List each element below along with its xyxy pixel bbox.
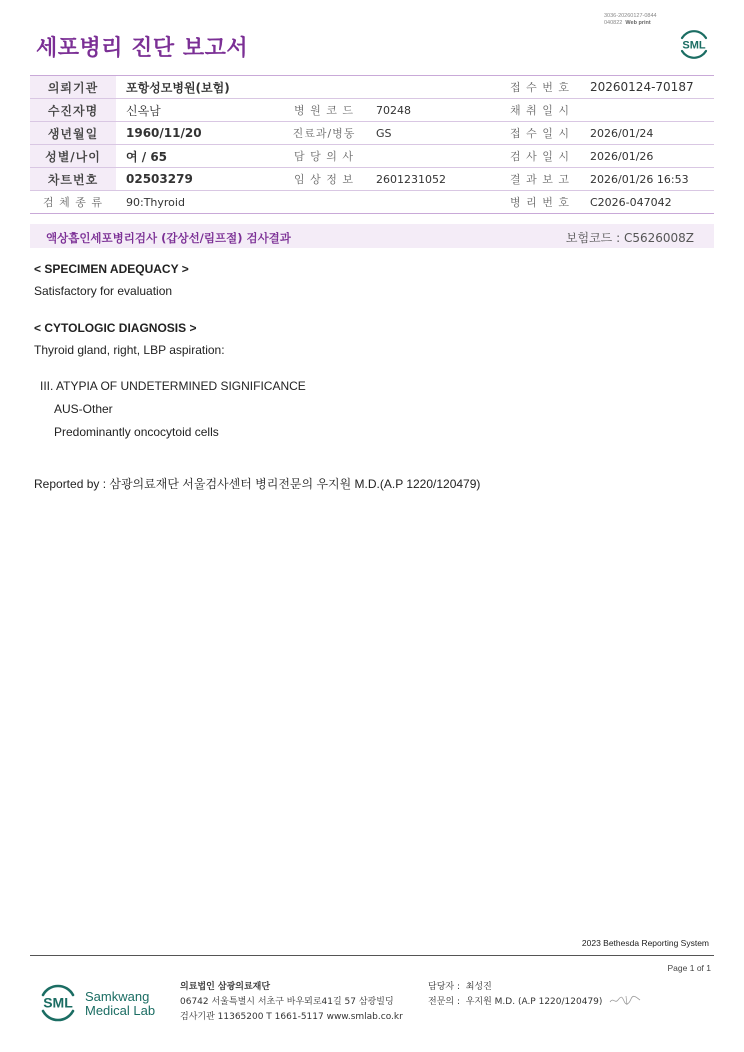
brand-line2: Medical Lab [85,1003,156,1018]
value-pathology-number: C2026-047042 [580,191,714,214]
value-test-datetime: 2026/01/26 [580,145,714,168]
value-birth-date: 1960/11/20 [116,122,282,145]
label-pathology-number: 병 리 번 호 [500,191,580,214]
label-requesting-institution: 의뢰기관 [30,76,116,99]
footer-divider [30,955,714,956]
sml-footer-logo-text: SML [43,994,73,1011]
label-result-report: 결 과 보 고 [500,168,580,191]
info-row [30,99,714,122]
value-empty [366,191,500,214]
diagnosis-category: III. ATYPIA OF UNDETERMINED SIGNIFICANCE [40,379,306,393]
diagnosis-subcategory: AUS-Other [54,402,113,416]
label-empty [282,191,366,214]
web-print-label: Web print [625,20,651,26]
sml-footer-logo-icon [36,980,80,1024]
label-collection-datetime: 채 취 일 시 [500,99,580,122]
test-name: 액상흡인세포병리검사 (갑상선/림프절) 검사결과 [46,231,291,245]
diagnosis-site: Thyroid gland, right, LBP aspiration: [34,343,225,357]
sml-logo-text: SML [682,39,706,52]
reporting-system: 2023 Bethesda Reporting System [581,938,709,948]
document-id-line1: 3036-20260127-0844 [604,13,657,19]
brand-name [85,990,155,1018]
test-header-bar [30,224,714,248]
label-patient-name: 수진자명 [30,99,116,122]
specimen-adequacy-text: Satisfactory for evaluation [34,284,173,298]
organization-address: 06742 서울특별시 서초구 바우뫼로41길 57 삼광빌딩 [180,997,394,1007]
info-row [30,168,714,191]
label-received-datetime: 접 수 일 시 [500,122,580,145]
value-specimen-type: 90:Thyroid [116,191,282,214]
value-result-report: 2026/01/26 16:53 [580,168,714,191]
info-row [30,122,714,145]
value-requesting-institution: 포항성모병원(보험) [116,76,282,99]
staff-name: 최성진 [465,982,492,992]
value-chart-number: 02503279 [116,168,282,191]
insurance-code: 보험코드 : C5626008Z [565,231,694,245]
reported-by: Reported by : 삼광의료재단 서울검사센터 병리전문의 우지원 M.D.(A.P 1220/120479) [34,477,481,491]
document-id [604,13,657,27]
value-sex-age: 여 / 65 [116,145,282,168]
label-attending-physician: 담 당 의 사 [282,145,366,168]
doctor-name: 우지원 M.D. (A.P 1220/120479) [465,997,603,1007]
organization-name: 의료법인 삼광의료재단 [180,982,271,992]
info-row [30,191,714,214]
label-test-datetime: 검 사 일 시 [500,145,580,168]
value-department: GS [366,122,500,145]
label-chart-number: 차트번호 [30,168,116,191]
label-empty [282,76,366,99]
value-hospital-code: 70248 [366,99,500,122]
label-birth-date: 생년월일 [30,122,116,145]
staff-info [428,980,602,1010]
sml-logo-icon [676,26,712,62]
label-department: 진료과/병동 [282,122,366,145]
signature-image [608,993,642,1007]
patient-info-table [30,75,714,214]
value-received-datetime: 2026/01/24 [580,122,714,145]
specimen-adequacy-heading: < SPECIMEN ADEQUACY > [34,262,189,276]
organization-info [180,980,403,1025]
value-accession-number: 20260124-70187 [580,76,714,99]
label-clinical-info: 임 상 정 보 [282,168,366,191]
label-accession-number: 접 수 번 호 [500,76,580,99]
page-number: Page 1 of 1 [667,963,711,973]
label-hospital-code: 병 원 코 드 [282,99,366,122]
cytologic-diagnosis-heading: < CYTOLOGIC DIAGNOSIS > [34,321,197,335]
info-row [30,145,714,168]
page-title: 세포병리 진단 보고서 [36,36,249,61]
staff-label: 담당자 : [428,982,460,992]
diagnosis-detail: Predominantly oncocytoid cells [54,425,219,439]
value-collection-datetime [580,99,714,122]
value-empty [366,76,500,99]
value-clinical-info: 2601231052 [366,168,500,191]
info-row [30,76,714,99]
organization-contact: 검사기관 11365200 T 1661-5117 www.smlab.co.kr [180,1012,403,1022]
label-sex-age: 성별/나이 [30,145,116,168]
brand-line1: Samkwang [85,989,150,1004]
value-attending-physician [366,145,500,168]
value-patient-name: 신옥남 [116,99,282,122]
doctor-label: 전문의 : [428,997,460,1007]
label-specimen-type: 검 체 종 류 [30,191,116,214]
document-id-line2: 040822 [604,20,623,26]
